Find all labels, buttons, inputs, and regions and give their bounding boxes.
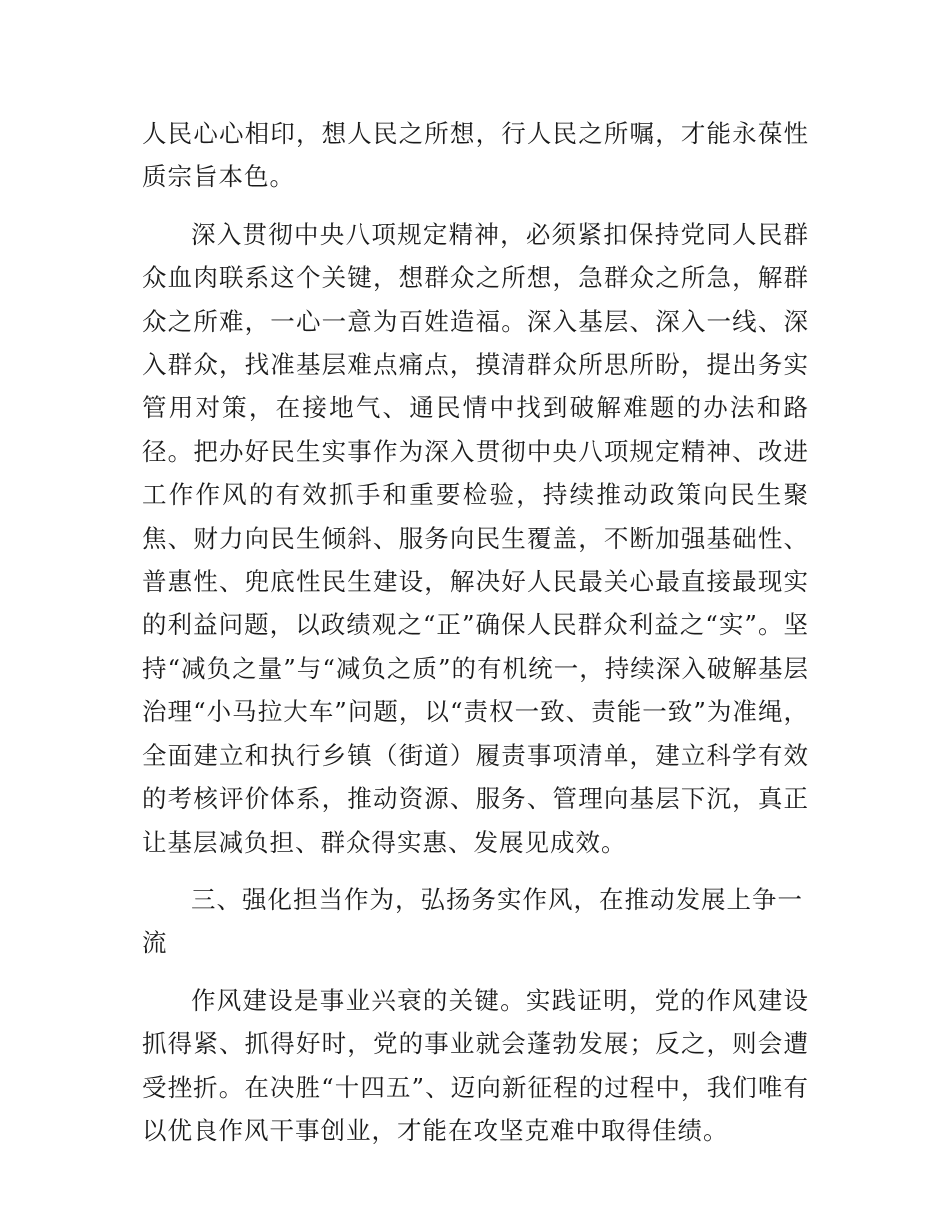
- paragraph-continuation: 人民心心相印，想人民之所想，行人民之所嘱，才能永葆性质宗旨本色。: [142, 119, 809, 192]
- paragraph-work-style: 作风建设是事业兴衰的关键。实践证明，党的作风建设抓得紧、抓得好时，党的事业就会蓬勃发展；反之，则会遭受挫折。在决胜“十四五”、迈向新征程的过程中，我们唯有以优良作风干事创业，才能在攻坚克难中取得佳绩。: [142, 985, 809, 1145]
- paragraph-eight-point-rules: 深入贯彻中央八项规定精神，必须紧扣保持党同人民群众血肉联系这个关键，想群众之所想，急群众之所急，解群众之所难，一心一意为百姓造福。深入基层、深入一线、深入群众，找准基层难点痛点，摸清群众所思所盼，提出务实管用对策，在接地气、通民情中找到破解难题的办法和路径。把办好民生实事作为深入贯彻中央八项规定精神、改进工作作风的有效抓手和重要检验，持续推动政策向民生聚焦、财力向民生倾斜、服务向民生覆盖，不断加强基础性、普惠性、兜底性民生建设，解决好人民最关心最直接最现实的利益问题，以政绩观之“正”确保人民群众利益之“实”。坚持“减负之量”与“减负之质”的有机统一，持续深入破解基层治理“小马拉大车”问题，以“责权一致、责能一致”为准绳，全面建立和执行乡镇（街道）履责事项清单，建立科学有效的考核评价体系，推动资源、服务、管理向基层下沉，真正让基层减负担、群众得实惠、发展见成效。: [142, 219, 809, 857]
- document-body: [142, 112, 809, 1152]
- section-heading: 三、强化担当作为，弘扬务实作风，在推动发展上争一流: [142, 884, 803, 958]
